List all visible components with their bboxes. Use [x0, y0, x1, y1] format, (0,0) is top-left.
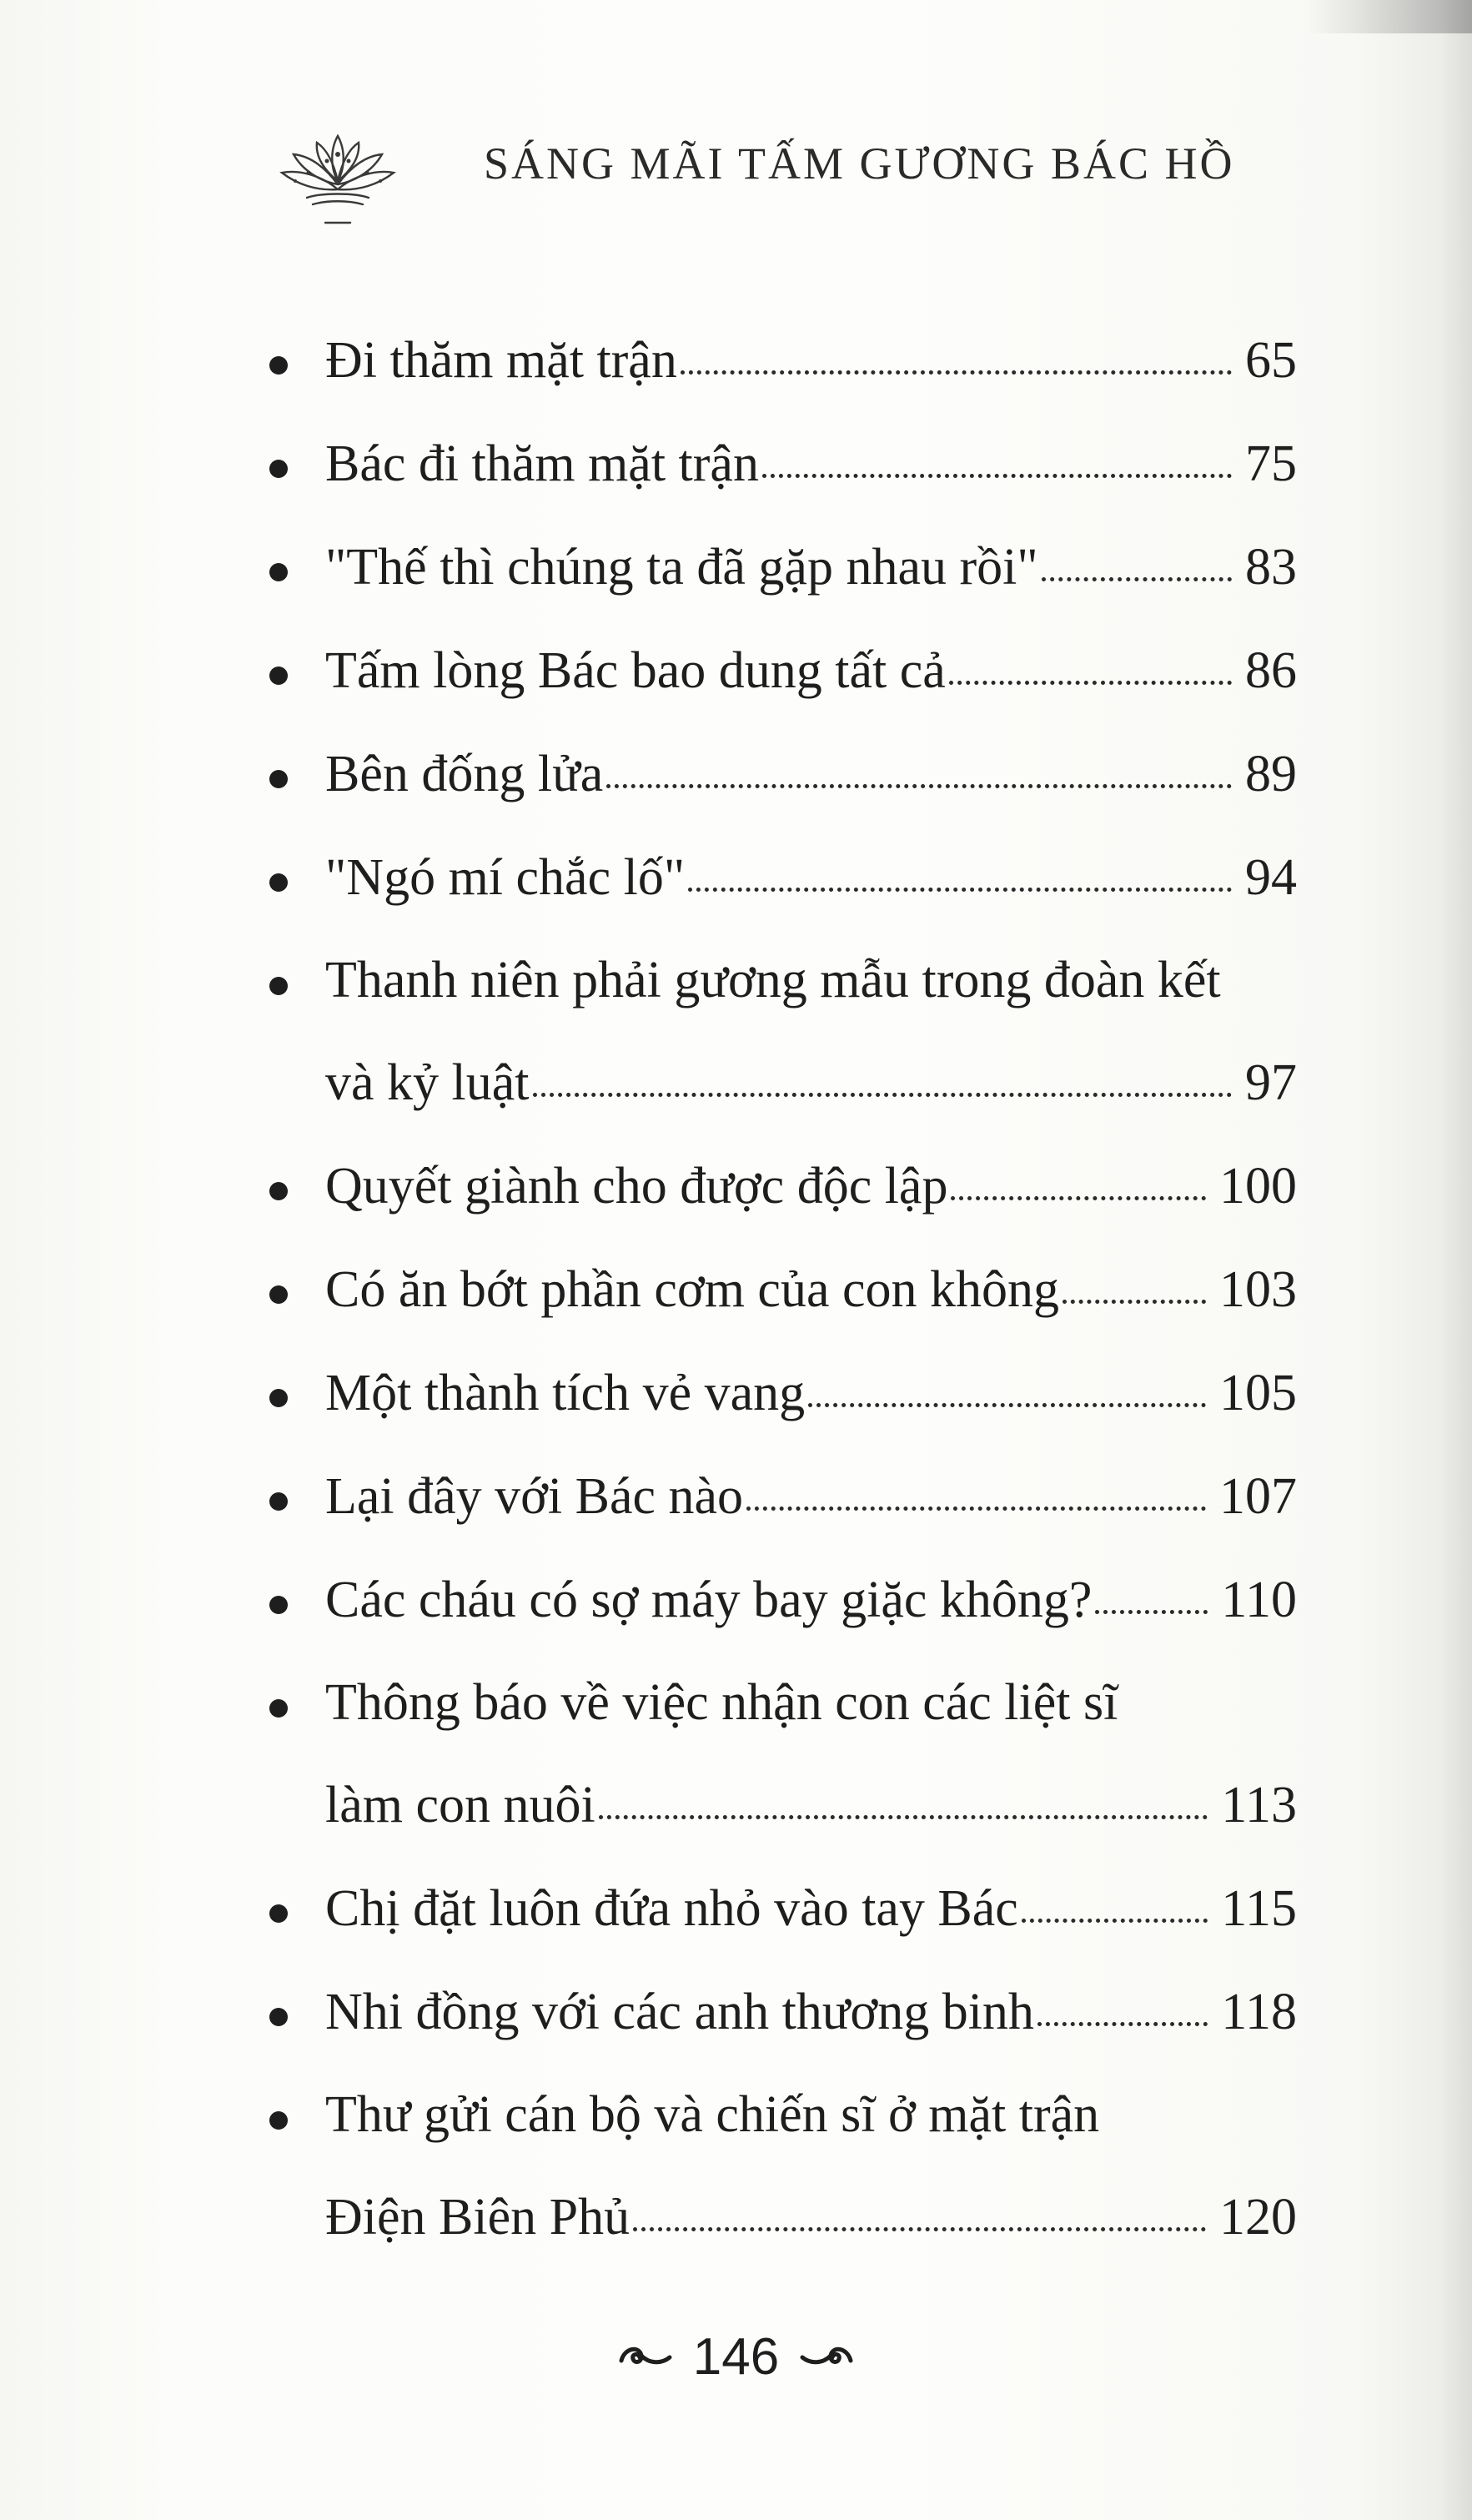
toc-entry-page-number: 110 [1221, 1571, 1297, 1628]
toc-entry-title: Đi thăm mặt trận [325, 331, 677, 389]
toc-entry-title: Nhi đồng với các anh thương binh [325, 1983, 1034, 2040]
dot-leader [533, 1093, 1233, 1097]
dot-leader [1063, 1300, 1206, 1304]
toc-entry-line-continued [325, 2064, 1297, 2165]
dot-leader [762, 474, 1232, 478]
page-number: 146 [692, 2327, 780, 2386]
toc-entry-line [325, 1238, 1297, 1341]
toc-entry-title: "Thế thì chúng ta đã gặp nhau rồi" [325, 538, 1038, 596]
toc-entry-line [325, 1960, 1297, 2064]
toc-entry-title: Bên đống lửa [325, 745, 604, 802]
toc-entry-title: Lại đây với Bác nào [325, 1467, 744, 1525]
toc-entry-page-number: 75 [1245, 435, 1297, 492]
toc-entry-title: "Ngó mí chắc lố" [325, 848, 686, 906]
bullet-icon [269, 1699, 288, 1718]
toc-entry-line [325, 1134, 1297, 1238]
bullet-icon [269, 873, 288, 892]
running-title: SÁNG MÃI TẤM GƯƠNG BÁC HỒ [484, 138, 1235, 189]
toc-entry-page-number: 83 [1245, 538, 1297, 596]
bullet-icon [269, 977, 288, 995]
toc-entry-page-number: 103 [1219, 1260, 1297, 1318]
toc-entry-line [325, 412, 1297, 516]
toc-entry-title: Bác đi thăm mặt trận [325, 435, 759, 492]
dot-leader [688, 888, 1232, 892]
dot-leader [808, 1403, 1206, 1407]
bullet-icon [269, 1904, 288, 1923]
toc-entry-line [325, 2165, 1297, 2269]
toc-entry-page-number: 97 [1245, 1054, 1297, 1111]
toc-entry [263, 1134, 1297, 1238]
bullet-icon [269, 1285, 288, 1304]
toc-entry-title: Quyết giành cho được độc lập [325, 1157, 948, 1215]
dot-leader [606, 784, 1232, 788]
bullet-icon [269, 770, 288, 788]
page-edge-shadow [1439, 0, 1472, 2520]
toc-entry-page-number: 120 [1219, 2188, 1297, 2246]
toc-entry-title: Có ăn bớt phần cơm của con không [325, 1260, 1059, 1318]
bullet-icon [269, 1596, 288, 1614]
toc-entry [263, 1341, 1297, 1445]
dot-leader [951, 1196, 1206, 1200]
toc-entry-title: Điện Biên Phủ [325, 2188, 630, 2246]
swirl-ornament-left-icon [616, 2336, 675, 2377]
toc-entry-title: Thư gửi cán bộ và chiến sĩ ở mặt trận [325, 2085, 1100, 2143]
toc-entry-page-number: 65 [1245, 331, 1297, 389]
toc-entry-page-number: 107 [1219, 1467, 1297, 1525]
toc-entry-page-number: 100 [1219, 1157, 1297, 1215]
toc-entry [263, 619, 1297, 722]
toc-entry-line [325, 1548, 1297, 1652]
toc-entry [263, 1548, 1297, 1652]
toc-entry [263, 1445, 1297, 1548]
toc-entry-title: và kỷ luật [325, 1054, 530, 1111]
toc-entry-page-number: 94 [1245, 848, 1297, 906]
toc-entry-title: Các cháu có sợ máy bay giặc không? [325, 1571, 1093, 1628]
toc-entry-title: Thanh niên phải gương mẫu trong đoàn kết [325, 951, 1221, 1009]
bullet-icon [269, 666, 288, 685]
toc-entry [263, 2064, 1297, 2269]
dot-leader [633, 2227, 1206, 2231]
toc-entry-line [325, 1857, 1297, 1960]
bullet-icon [269, 563, 288, 581]
dot-leader [746, 1506, 1206, 1511]
page-footer [0, 2319, 1472, 2394]
bullet-icon [269, 460, 288, 478]
toc-entry-line [325, 722, 1297, 826]
toc-entry-page-number: 89 [1245, 745, 1297, 802]
toc-entry-title: làm con nuôi [325, 1776, 595, 1833]
toc-entry [263, 1857, 1297, 1960]
page-corner-shadow [1305, 0, 1472, 33]
dot-leader [1095, 1610, 1208, 1614]
toc-entry-line [325, 826, 1297, 929]
toc-entry-page-number: 113 [1221, 1776, 1297, 1833]
toc-entry-line-continued [325, 1652, 1297, 1753]
toc-entry-line [325, 1341, 1297, 1445]
swirl-ornament-right-icon [797, 2336, 856, 2377]
toc-entry-page-number: 86 [1245, 641, 1297, 699]
dot-leader [1037, 2022, 1208, 2026]
running-header [275, 121, 1276, 229]
toc-entry [263, 309, 1297, 412]
bullet-icon [269, 1182, 288, 1200]
toc-entry [263, 1238, 1297, 1341]
toc-entry-line [325, 516, 1297, 619]
bullet-icon [269, 1492, 288, 1511]
lotus-icon [275, 121, 400, 229]
toc-entry-title: Một thành tích vẻ vang [325, 1364, 806, 1421]
bullet-icon [269, 1389, 288, 1407]
toc-entry-line [325, 619, 1297, 722]
toc-entry-title: Thông báo về việc nhận con các liệt sĩ [325, 1673, 1118, 1731]
toc-entry [263, 1960, 1297, 2064]
dot-leader [599, 1815, 1208, 1819]
toc-entry-line [325, 1445, 1297, 1548]
toc-entry [263, 929, 1297, 1134]
table-of-contents [263, 309, 1297, 2269]
toc-entry-page-number: 118 [1221, 1983, 1297, 2040]
toc-entry-title: Tấm lòng Bác bao dung tất cả [325, 641, 946, 699]
toc-entry-line [325, 1031, 1297, 1134]
toc-entry-page-number: 115 [1221, 1879, 1297, 1937]
dot-leader [1022, 1919, 1208, 1923]
toc-entry-line [325, 309, 1297, 412]
dot-leader [1042, 577, 1232, 581]
toc-entry [263, 826, 1297, 929]
toc-entry [263, 516, 1297, 619]
toc-entry-page-number: 105 [1219, 1364, 1297, 1421]
bullet-icon [269, 356, 288, 375]
bullet-icon [269, 2008, 288, 2026]
toc-entry [263, 722, 1297, 826]
dot-leader [681, 370, 1232, 375]
toc-entry-line [325, 1753, 1297, 1857]
dot-leader [949, 681, 1232, 685]
toc-entry [263, 412, 1297, 516]
toc-entry-line-continued [325, 929, 1297, 1031]
toc-entry-title: Chị đặt luôn đứa nhỏ vào tay Bác [325, 1879, 1018, 1937]
bullet-icon [269, 2111, 288, 2130]
toc-entry [263, 1652, 1297, 1857]
